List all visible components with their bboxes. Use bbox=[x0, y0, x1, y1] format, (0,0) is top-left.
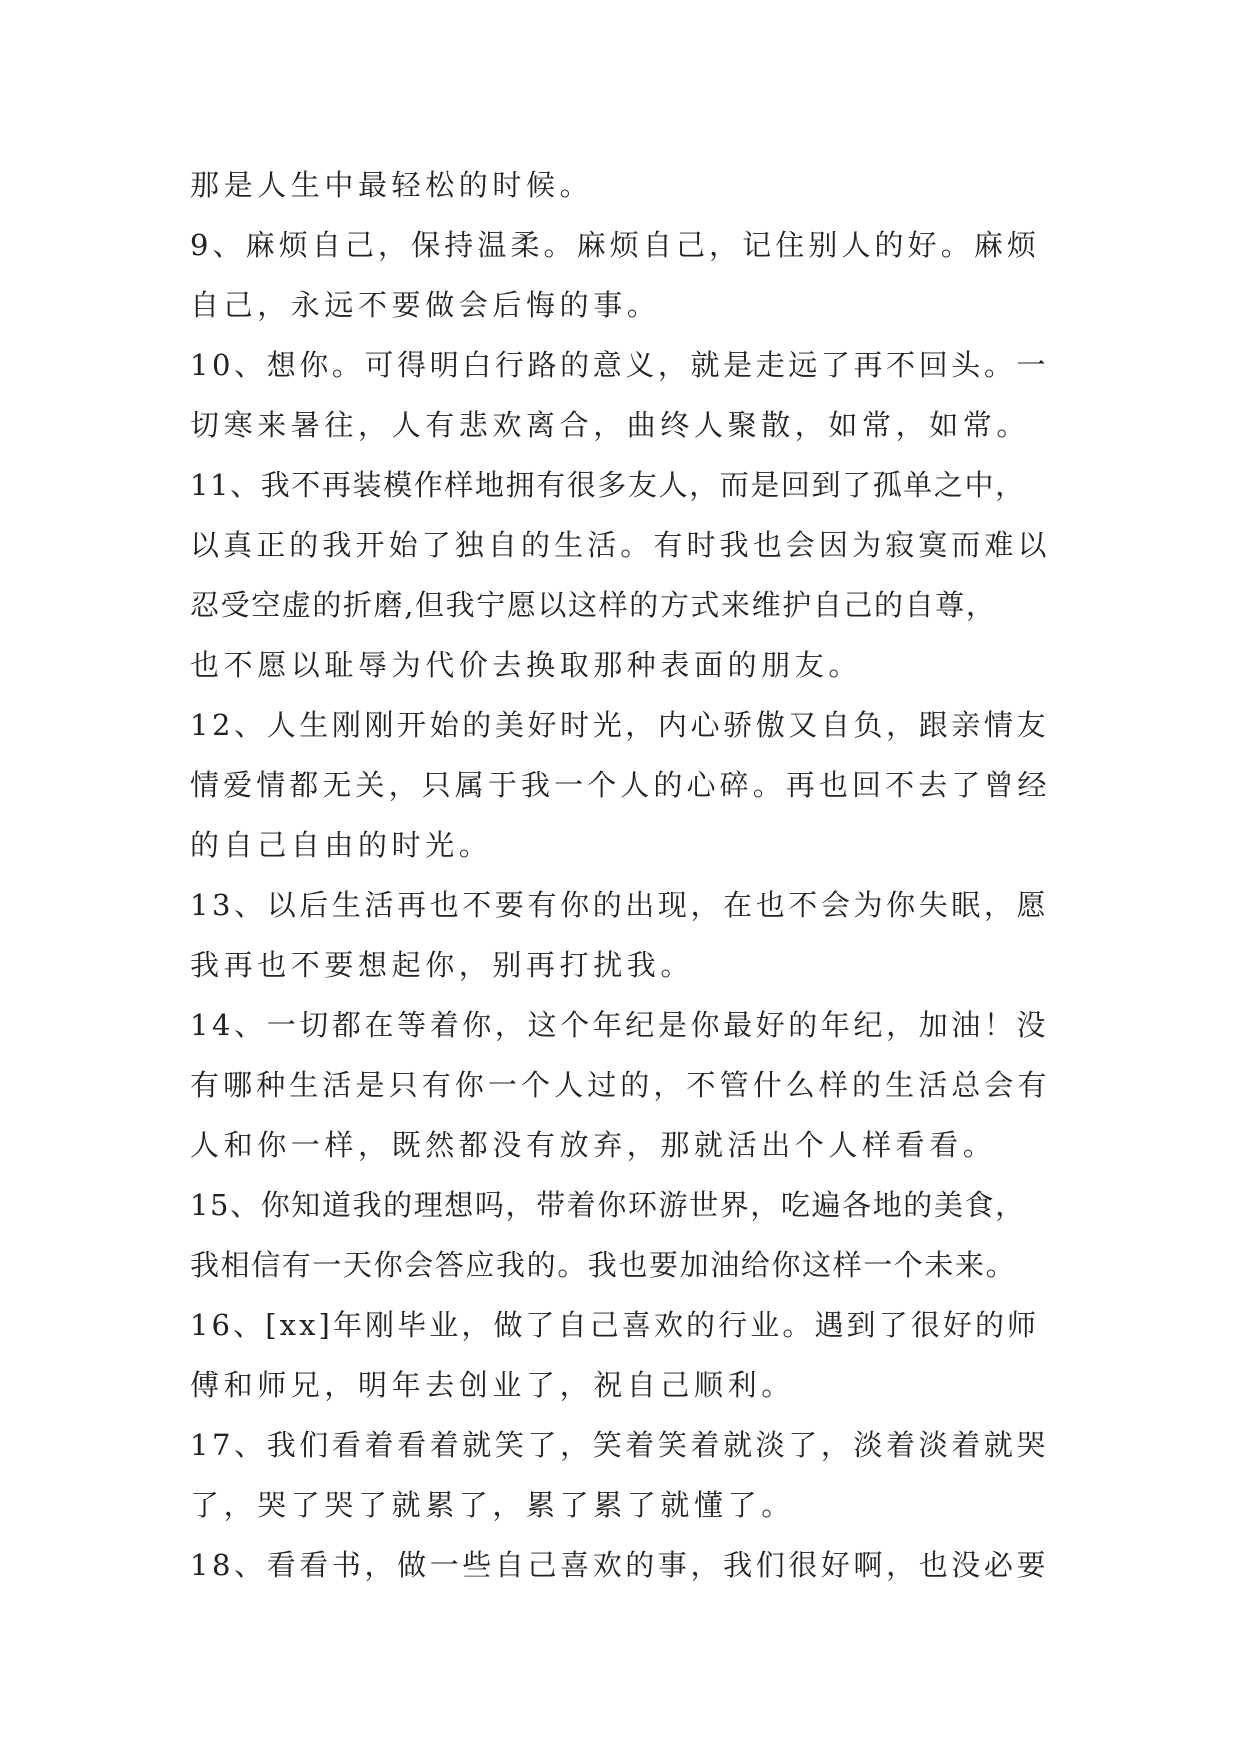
text-line: 15、你知道我的理想吗，带着你环游世界，吃遍各地的美食， bbox=[190, 1188, 1026, 1222]
text-line: 14、一切都在等着你，这个年纪是你最好的年纪，加油！没 bbox=[190, 1008, 1050, 1042]
text-line: 傅和师兄，明年去创业了，祝自己顺利。 bbox=[190, 1368, 795, 1402]
text-line: 忍受空虚的折磨,但我宁愿以这样的方式来维护自己的自尊， bbox=[190, 588, 997, 622]
text-line: 也不愿以耻辱为代价去换取那种表面的朋友。 bbox=[190, 648, 863, 682]
text-line: 我相信有一天你会答应我的。我也要加油给你这样一个未来。 bbox=[190, 1248, 1017, 1282]
text-line: 了，哭了哭了就累了，累了累了就懂了。 bbox=[190, 1488, 795, 1522]
text-line: 13、以后生活再也不要有你的出现，在也不会为你失眠，愿 bbox=[190, 888, 1050, 922]
text-line: 16、[xx]年刚毕业，做了自己喜欢的行业。遇到了很好的师 bbox=[190, 1308, 1040, 1342]
text-line: 的自己自由的时光。 bbox=[190, 828, 493, 862]
text-line: 10、想你。可得明白行路的意义，就是走远了再不回头。一 bbox=[190, 348, 1050, 382]
text-line: 18、看看书，做一些自己喜欢的事，我们很好啊，也没必要 bbox=[190, 1548, 1050, 1582]
text-line: 17、我们看着看着就笑了，笑着笑着就淡了，淡着淡着就哭 bbox=[190, 1428, 1050, 1462]
text-line: 12、人生刚刚开始的美好时光，内心骄傲又自负，跟亲情友 bbox=[190, 708, 1050, 742]
text-line: 9、麻烦自己，保持温柔。麻烦自己，记住别人的好。麻烦 bbox=[190, 228, 1041, 262]
text-line: 切寒来暑往，人有悲欢离合，曲终人聚散，如常，如常。 bbox=[190, 408, 1031, 442]
text-line: 我再也不要想起你，别再打扰我。 bbox=[190, 948, 695, 982]
text-line: 人和你一样，既然都没有放弃，那就活出个人样看看。 bbox=[190, 1128, 997, 1162]
text-line: 那是人生中最轻松的时候。 bbox=[190, 168, 594, 202]
text-line: 情爱情都无关，只属于我一个人的心碎。再也回不去了曾经 bbox=[190, 768, 1051, 802]
text-line: 自己，永远不要做会后悔的事。 bbox=[190, 288, 661, 322]
document-body bbox=[190, 155, 1052, 1595]
text-line: 以真正的我开始了独自的生活。有时我也会因为寂寞而难以 bbox=[190, 528, 1051, 562]
text-line: 有哪种生活是只有你一个人过的，不管什么样的生活总会有 bbox=[190, 1068, 1051, 1102]
text-line: 11、我不再装模作样地拥有很多友人，而是回到了孤单之中， bbox=[190, 468, 1026, 502]
